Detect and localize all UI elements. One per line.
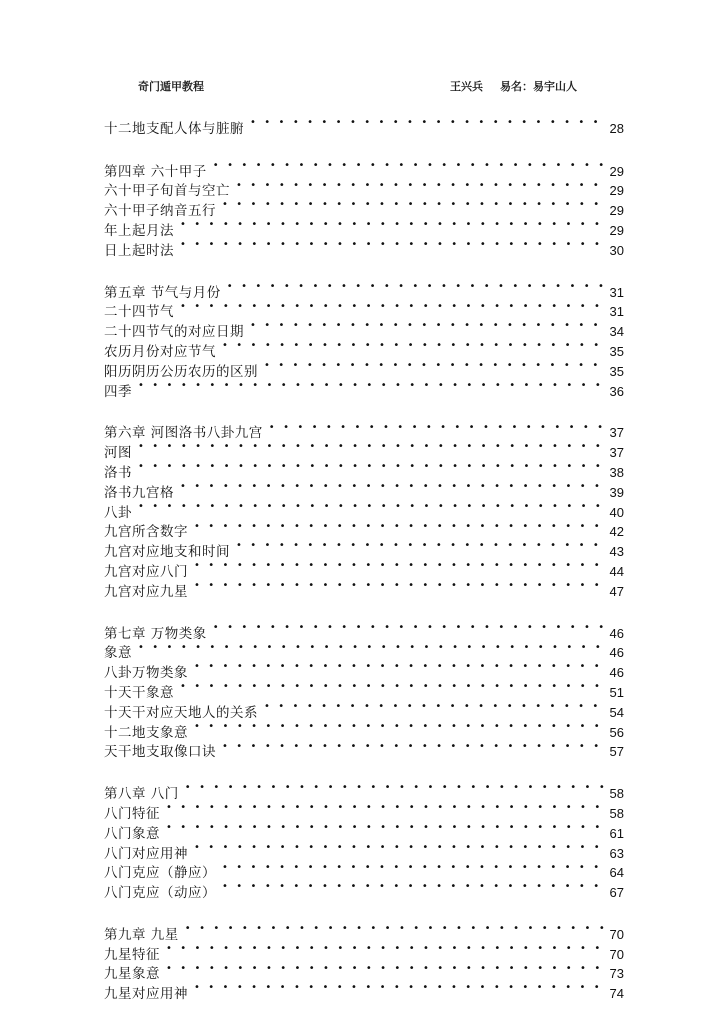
page-number: 46 [609, 665, 624, 681]
toc-entry-row[interactable] [104, 677, 624, 701]
dot-leader [250, 113, 606, 133]
toc-group [104, 919, 624, 1003]
page-number: 31 [609, 284, 624, 300]
entry-title: 农历月份对应节气 [104, 343, 216, 360]
toc-chapter-row[interactable] [104, 418, 624, 442]
page-number: 35 [609, 363, 624, 379]
toc-entry-row[interactable] [104, 316, 624, 341]
dot-leader [180, 297, 606, 317]
dot-leader [213, 618, 606, 638]
entry-title: 四季 [104, 383, 132, 400]
dot-leader [264, 697, 606, 717]
page-number: 46 [609, 625, 624, 641]
toc-entry-row[interactable] [104, 959, 624, 983]
entry-title: 十二地支配人体与脏腑 [104, 120, 244, 137]
book-title: 奇门遁甲教程 [138, 80, 204, 93]
toc-chapter-row[interactable] [104, 919, 624, 943]
entry-title: 六十甲子纳音五行 [104, 203, 216, 220]
dot-leader [180, 477, 606, 497]
toc-group [104, 113, 624, 137]
toc-entry-row[interactable] [104, 477, 624, 501]
entry-title: 九宫对应九星 [104, 583, 188, 600]
page-number: 67 [609, 885, 624, 901]
dot-leader [269, 418, 606, 438]
page-number: 29 [609, 183, 624, 199]
toc-entry-row[interactable] [104, 457, 624, 481]
toc-group [104, 156, 624, 259]
toc-entry-row[interactable] [104, 838, 624, 862]
chapter-title: 第八章 八门 [104, 786, 179, 803]
entry-title: 九星特征 [104, 946, 160, 963]
dot-leader [194, 556, 606, 576]
dot-leader [194, 978, 606, 998]
chapter-title: 第四章 六十甲子 [104, 163, 207, 180]
dot-leader [222, 877, 606, 897]
toc-chapter-row[interactable] [104, 156, 624, 180]
entry-title: 八门克应（静应） [104, 865, 216, 882]
page-number: 63 [609, 845, 624, 861]
dot-leader [213, 156, 606, 176]
page-number: 37 [609, 445, 624, 461]
dot-leader [138, 376, 606, 396]
entry-title: 十天干对应天地人的关系 [104, 704, 258, 721]
dot-leader [180, 677, 606, 697]
toc-entry-row[interactable] [104, 638, 624, 662]
chapter-title: 第七章 万物类象 [104, 625, 207, 642]
entry-title: 九宫对应八门 [104, 563, 188, 580]
toc-entry-row[interactable] [104, 235, 624, 259]
entry-title: 八门特征 [104, 805, 160, 822]
dot-leader [194, 717, 606, 737]
toc-chapter-row[interactable] [104, 778, 624, 803]
entry-title: 洛书 [104, 464, 132, 481]
dot-leader [227, 277, 606, 297]
page-number: 47 [609, 583, 624, 599]
entry-title: 象意 [104, 645, 132, 662]
page-number: 70 [609, 926, 624, 942]
page-number: 56 [609, 724, 624, 740]
toc-chapter-row[interactable] [104, 277, 624, 301]
toc-entry-row[interactable] [104, 517, 624, 541]
page-number: 46 [609, 645, 624, 661]
entry-title: 十二地支象意 [104, 724, 188, 741]
author-name: 王兴兵 [450, 80, 483, 93]
page-number: 36 [609, 383, 624, 399]
entry-title: 天干地支取像口诀 [104, 744, 216, 761]
page-number: 37 [609, 425, 624, 441]
page-number: 74 [609, 986, 624, 1002]
entry-title: 九宫对应地支和时间 [104, 544, 230, 561]
dot-leader [264, 356, 606, 376]
dot-leader [138, 497, 606, 517]
page-number: 29 [609, 222, 624, 238]
entry-title: 八门克应（动应） [104, 885, 216, 902]
author-alias: 易名：易宇山人 [500, 80, 577, 93]
page-number: 58 [609, 805, 624, 821]
dot-leader [222, 336, 606, 356]
dot-leader [222, 195, 606, 215]
entry-title: 日上起时法 [104, 242, 174, 259]
page-number: 54 [609, 704, 624, 720]
dot-leader [194, 517, 606, 537]
entry-title: 八门象意 [104, 825, 160, 842]
page-number: 64 [609, 865, 624, 881]
page-number: 51 [609, 684, 624, 700]
dot-leader [185, 778, 606, 798]
dot-leader [166, 798, 606, 818]
dot-leader [185, 919, 606, 939]
entry-title: 九星对应用神 [104, 986, 188, 1003]
toc-entry-row[interactable] [104, 939, 624, 963]
toc-group [104, 418, 624, 600]
entry-title: 阳历阴历公历农历的区别 [104, 363, 258, 380]
toc-chapter-row[interactable] [104, 618, 624, 642]
toc-entry-row[interactable] [104, 297, 624, 321]
page-number: 28 [609, 120, 624, 136]
dot-leader [166, 818, 606, 838]
page-number: 57 [609, 744, 624, 760]
page-number: 58 [609, 786, 624, 802]
toc-entry-row[interactable] [104, 215, 624, 239]
page-number: 31 [609, 304, 624, 320]
page-number: 30 [609, 242, 624, 258]
toc-group [104, 778, 624, 902]
dot-leader [222, 737, 606, 757]
dot-leader [222, 858, 606, 878]
toc-entry-row[interactable] [104, 697, 624, 721]
chapter-title: 第六章 河图洛书八卦九宫 [104, 425, 263, 442]
dot-leader [180, 215, 606, 235]
dot-leader [180, 235, 606, 255]
toc-entry-row[interactable] [104, 657, 624, 682]
dot-leader [194, 657, 606, 677]
page-number: 29 [609, 203, 624, 219]
toc-entry-row[interactable] [104, 818, 624, 842]
page-number: 42 [609, 524, 624, 540]
dot-leader [166, 939, 606, 959]
chapter-title: 第五章 节气与月份 [104, 284, 221, 301]
page-number: 40 [609, 504, 624, 520]
entry-title: 九宫所含数字 [104, 524, 188, 541]
toc-entry-row[interactable] [104, 113, 624, 137]
dot-leader [236, 536, 606, 556]
page-number: 34 [609, 324, 624, 340]
dot-leader [138, 437, 606, 457]
entry-title: 河图 [104, 445, 132, 462]
entry-title: 年上起月法 [104, 222, 174, 239]
page-number: 35 [609, 343, 624, 359]
page-number: 61 [609, 825, 624, 841]
toc-entry-row[interactable] [104, 376, 624, 400]
page-number: 38 [609, 464, 624, 480]
entry-title: 八卦 [104, 504, 132, 521]
entry-title: 二十四节气的对应日期 [104, 324, 244, 341]
chapter-title: 第九章 九星 [104, 926, 179, 943]
entry-title: 八门对应用神 [104, 845, 188, 862]
page-number: 44 [609, 563, 624, 579]
page-number: 70 [609, 946, 624, 962]
page-header [138, 78, 614, 98]
entry-title: 二十四节气 [104, 304, 174, 321]
entry-title: 六十甲子旬首与空亡 [104, 183, 230, 200]
entry-title: 洛书九宫格 [104, 484, 174, 501]
page-number: 43 [609, 544, 624, 560]
page-number: 29 [609, 163, 624, 179]
toc-group [104, 618, 624, 761]
entry-title: 八卦万物类象 [104, 665, 188, 682]
toc-entry-row[interactable] [104, 437, 624, 462]
page-number: 39 [609, 484, 624, 500]
dot-leader [236, 176, 606, 196]
dot-leader [250, 316, 606, 336]
dot-leader [138, 638, 606, 658]
dot-leader [194, 576, 606, 596]
toc-entry-row[interactable] [104, 497, 624, 521]
entry-title: 十天干象意 [104, 684, 174, 701]
dot-leader [166, 959, 606, 979]
toc-entry-row[interactable] [104, 798, 624, 822]
toc-entry-row[interactable] [104, 978, 624, 1003]
entry-title: 九星象意 [104, 966, 160, 983]
dot-leader [138, 457, 606, 477]
table-of-contents [104, 113, 624, 1020]
toc-group [104, 277, 624, 400]
page-number: 73 [609, 966, 624, 982]
dot-leader [194, 838, 606, 858]
